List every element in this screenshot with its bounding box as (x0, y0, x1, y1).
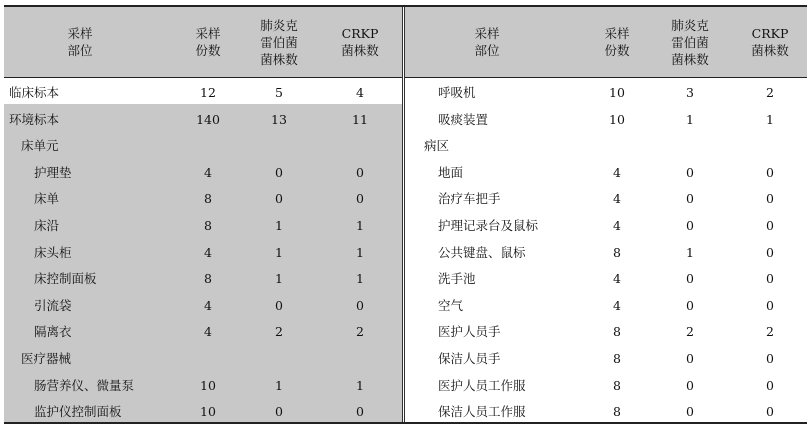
left_rows-9-crkp: 2 (356, 324, 364, 340)
header-left-col3-line1: 菌株数 (341, 43, 379, 58)
right_rows-5-kp: 0 (686, 218, 694, 233)
right_rows-4-site: 治疗车把手 (438, 191, 501, 207)
left-body-shading (4, 104, 402, 422)
header-right-col2-line1: 雷伯菌 (671, 34, 709, 50)
right_rows-0-kp: 3 (686, 85, 694, 100)
right_rows-10-crkp: 0 (766, 351, 774, 366)
right_rows-8-kp: 0 (686, 297, 694, 313)
header-right-col1-line1: 份数 (604, 43, 630, 58)
left_rows-1-crkp: 11 (352, 111, 368, 127)
left_rows-10-site: 医疗器械 (21, 351, 72, 366)
header-left-col2-line0: 肺炎克 (260, 17, 298, 33)
left_rows-1-samples: 140 (196, 111, 220, 127)
right_rows-7-samples: 4 (613, 271, 621, 287)
left_rows-7-samples: 8 (204, 271, 212, 287)
left_rows-1-site: 环境标本 (9, 111, 60, 127)
left_rows-12-samples: 10 (200, 404, 216, 420)
right_rows-11-samples: 8 (613, 377, 621, 393)
header-right-col2-line2: 菌株数 (671, 51, 709, 67)
header-left-col2-line1: 雷伯菌 (260, 34, 298, 50)
header-right-col3-line0: CRKP (751, 26, 789, 41)
header-right-col0-line1: 部位 (474, 43, 500, 58)
right_rows-8-crkp: 0 (766, 297, 774, 313)
left_rows-4-site: 床单 (34, 191, 60, 207)
left_rows-7-kp: 1 (275, 271, 283, 287)
left_rows-3-crkp: 0 (356, 164, 364, 180)
left_rows-4-samples: 8 (204, 191, 212, 207)
right_rows-6-samples: 8 (613, 244, 621, 260)
right_rows-10-kp: 0 (686, 351, 694, 366)
right_rows-12-samples: 8 (613, 404, 621, 420)
right_rows-0-crkp: 2 (766, 85, 774, 100)
right_rows-1-site: 吸痰装置 (438, 111, 489, 127)
sampling-table (4, 5, 807, 423)
right_rows-12-site: 保洁人员工作服 (438, 404, 526, 420)
right_rows-6-crkp: 0 (766, 244, 774, 260)
header-left-col1-line1: 份数 (195, 43, 221, 58)
right_rows-1-crkp: 1 (766, 111, 774, 127)
top-rule (4, 5, 807, 7)
header-right-col1-line0: 采样 (604, 26, 630, 41)
bottom-rule (4, 422, 807, 424)
right_rows-0-site: 呼吸机 (438, 85, 476, 100)
right_rows-7-crkp: 0 (766, 271, 774, 287)
right_rows-8-samples: 4 (613, 297, 621, 313)
right_rows-6-site: 公共键盘、鼠标 (438, 244, 526, 260)
right_rows-4-crkp: 0 (766, 191, 774, 207)
left_rows-1-kp: 13 (271, 111, 287, 127)
right_rows-0-samples: 10 (609, 85, 625, 100)
right_rows-12-crkp: 0 (766, 404, 774, 420)
left_rows-12-kp: 0 (275, 404, 283, 420)
right_rows-3-samples: 4 (613, 164, 621, 180)
left_rows-12-crkp: 0 (356, 404, 364, 420)
right_rows-3-kp: 0 (686, 164, 694, 180)
left_rows-9-kp: 2 (275, 324, 283, 340)
right_rows-3-site: 地面 (438, 164, 464, 180)
left_rows-11-samples: 10 (200, 377, 216, 393)
right_rows-2-site: 病区 (424, 138, 450, 154)
right_rows-10-site: 保洁人员手 (438, 351, 501, 366)
left_rows-6-site: 床头柜 (34, 244, 72, 260)
right_rows-5-site: 护理记录台及鼠标 (438, 218, 539, 233)
header-left-col1-line0: 采样 (195, 26, 221, 41)
left_rows-9-site: 隔离衣 (34, 324, 72, 340)
right_rows-5-samples: 4 (613, 218, 621, 233)
left_rows-0-crkp: 4 (356, 85, 364, 100)
header-left-col0-line0: 采样 (67, 26, 93, 41)
left_rows-3-samples: 4 (204, 164, 212, 180)
left_rows-11-crkp: 1 (356, 377, 364, 393)
left_rows-6-crkp: 1 (356, 244, 364, 260)
left_rows-5-kp: 1 (275, 218, 283, 233)
left_rows-0-site: 临床标本 (9, 85, 60, 100)
right_rows-1-kp: 1 (686, 111, 694, 127)
right_rows-10-samples: 8 (613, 351, 621, 366)
left_rows-4-crkp: 0 (356, 191, 364, 207)
left_rows-8-kp: 0 (275, 297, 283, 313)
right_rows-9-kp: 2 (686, 324, 694, 340)
header-right-col2-line0: 肺炎克 (671, 17, 709, 33)
right_rows-5-crkp: 0 (766, 218, 774, 233)
header-left-col2-line2: 菌株数 (260, 51, 298, 67)
right_rows-11-site: 医护人员工作服 (438, 377, 526, 393)
left_rows-8-site: 引流袋 (34, 297, 72, 313)
left_rows-5-samples: 8 (204, 218, 212, 233)
right_rows-1-samples: 10 (609, 111, 625, 127)
left_rows-6-samples: 4 (204, 244, 212, 260)
left_rows-12-site: 监护仪控制面板 (34, 404, 122, 420)
left_rows-8-crkp: 0 (356, 297, 364, 313)
left_rows-8-samples: 4 (204, 297, 212, 313)
right_rows-11-crkp: 0 (766, 377, 774, 393)
right_rows-4-samples: 4 (613, 191, 621, 207)
left_rows-3-kp: 0 (275, 164, 283, 180)
left_rows-11-site: 肠营养仪、微量泵 (34, 377, 135, 393)
right_rows-12-kp: 0 (686, 404, 694, 420)
right_rows-6-kp: 1 (686, 244, 694, 260)
left_rows-6-kp: 1 (275, 244, 283, 260)
right_rows-11-kp: 0 (686, 377, 694, 393)
right_rows-7-site: 洗手池 (438, 271, 476, 287)
left_rows-9-samples: 4 (204, 324, 212, 340)
header-left-col3-line0: CRKP (341, 26, 379, 41)
right_rows-9-samples: 8 (613, 324, 621, 340)
left_rows-3-site: 护理垫 (34, 164, 72, 180)
right_rows-3-crkp: 0 (766, 164, 774, 180)
right_rows-9-site: 医护人员手 (438, 324, 501, 340)
left_rows-0-samples: 12 (200, 85, 216, 100)
left_rows-7-crkp: 1 (356, 271, 364, 287)
left_rows-4-kp: 0 (275, 191, 283, 207)
right_rows-4-kp: 0 (686, 191, 694, 207)
header-right-col0-line0: 采样 (474, 26, 500, 41)
header-rule (4, 77, 807, 78)
left_rows-5-crkp: 1 (356, 218, 364, 233)
panel-separator (402, 7, 405, 422)
header-right-col3-line1: 菌株数 (751, 43, 789, 58)
left_rows-0-kp: 5 (275, 85, 283, 100)
header-left-col0-line1: 部位 (67, 43, 93, 58)
right_rows-8-site: 空气 (438, 297, 464, 313)
left_rows-2-site: 床单元 (21, 138, 59, 154)
left_rows-11-kp: 1 (275, 377, 283, 393)
right_rows-9-crkp: 2 (766, 324, 774, 340)
right_rows-7-kp: 0 (686, 271, 694, 287)
left_rows-5-site: 床沿 (34, 218, 60, 233)
left_rows-7-site: 床控制面板 (34, 271, 97, 287)
